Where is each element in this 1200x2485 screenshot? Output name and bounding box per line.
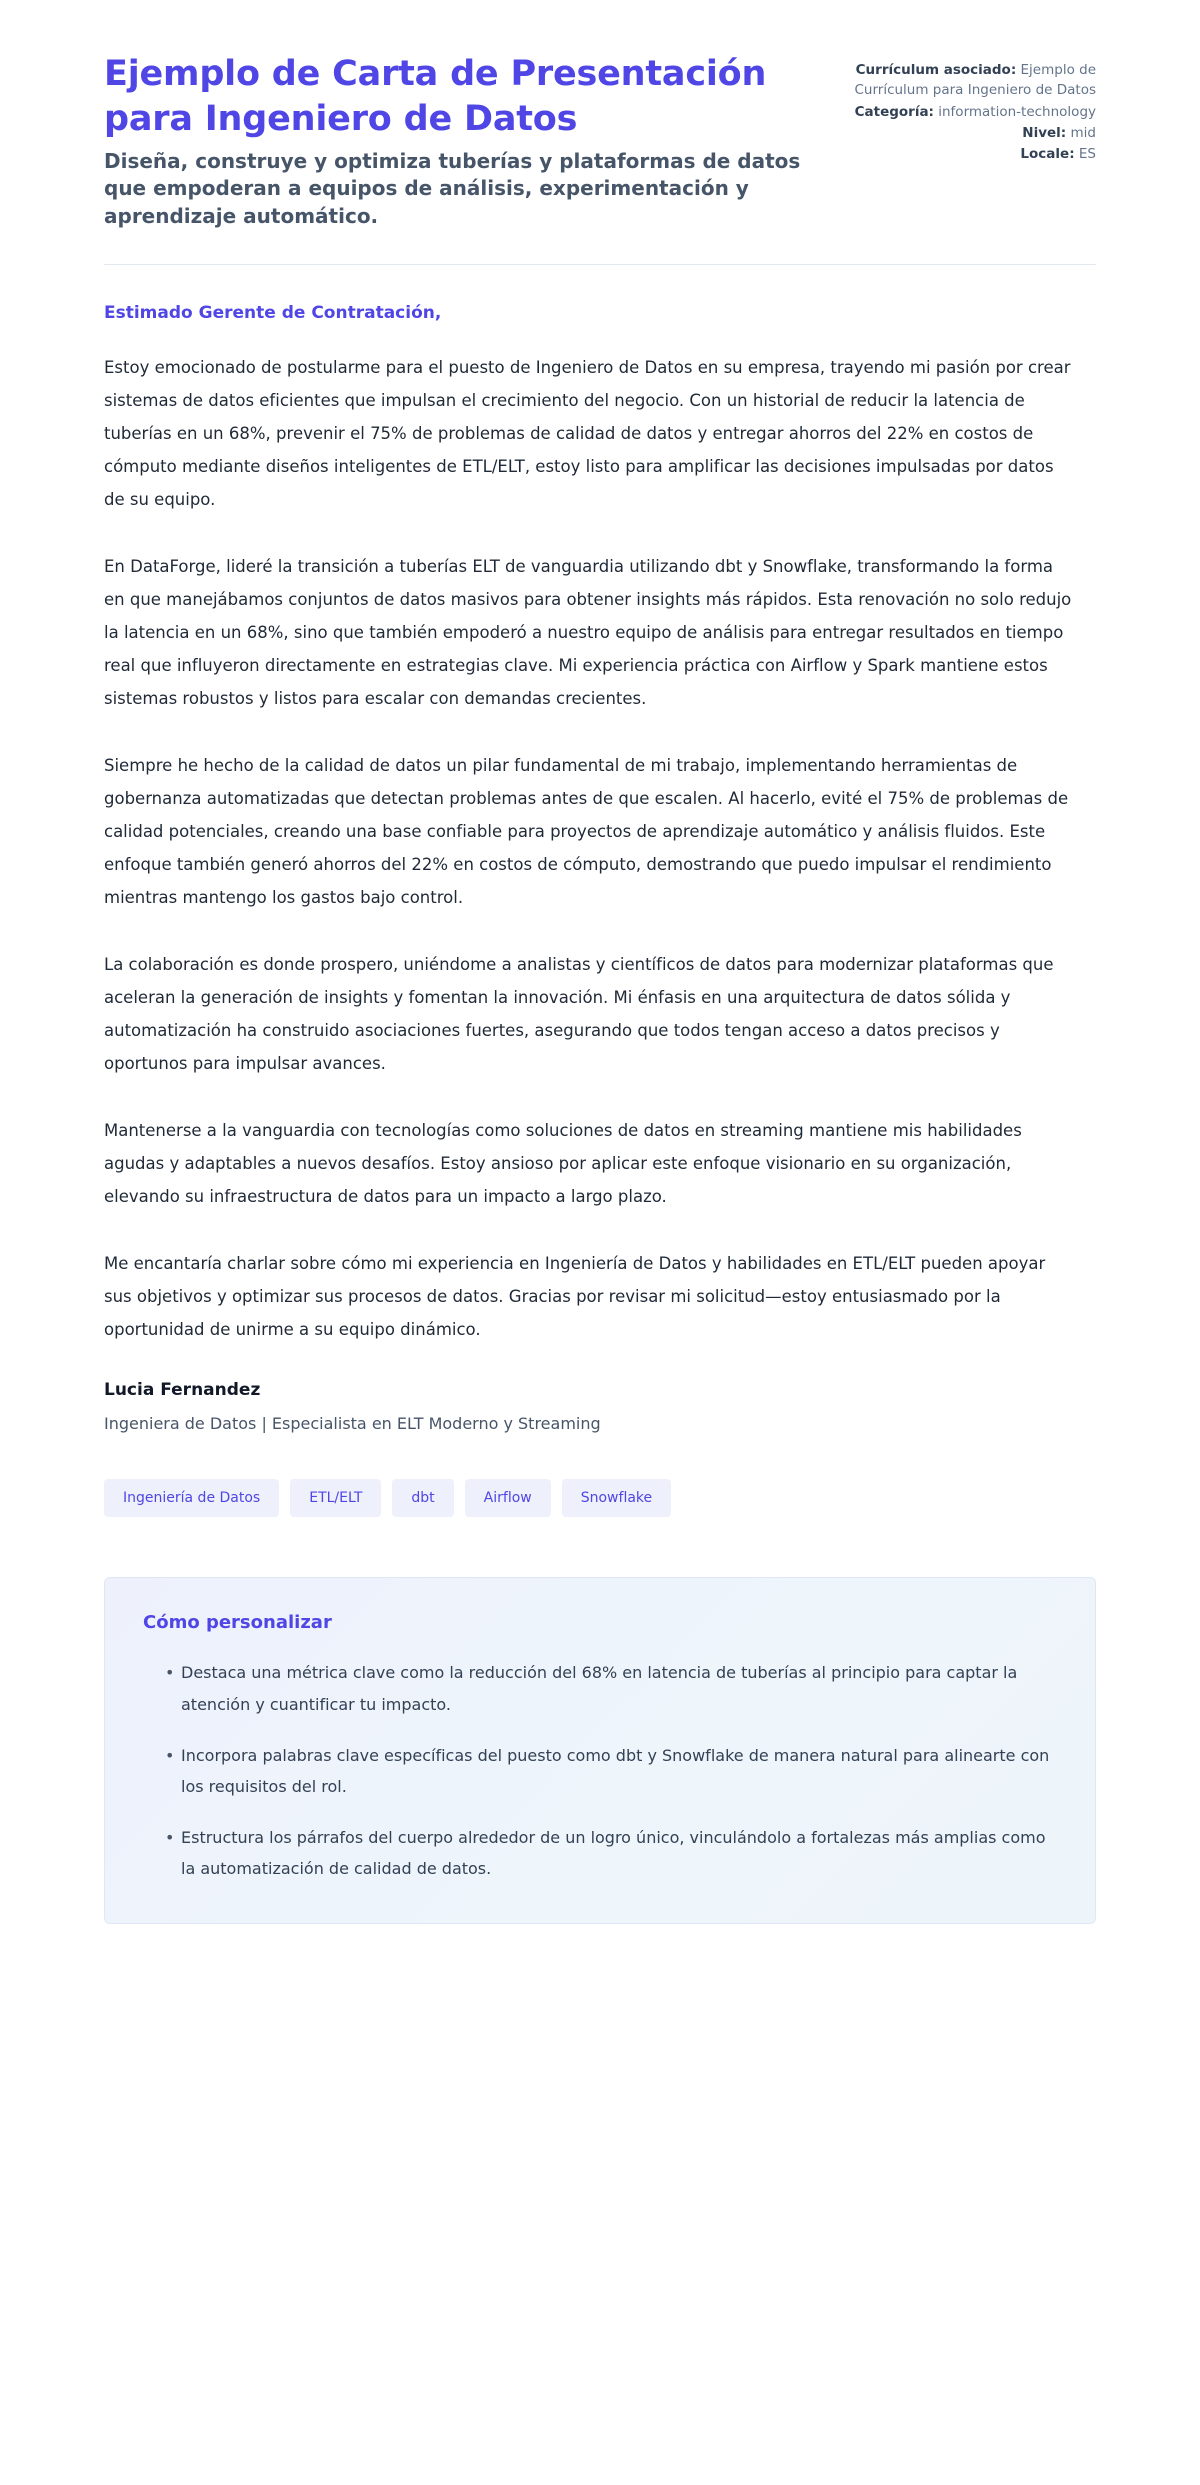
callout-tip-item: • Incorpora palabras clave específicas del puesto como dbt y Snowflake de manera natural para alinearte con los requisitos del rol.: [165, 1740, 1057, 1802]
signature-name: Lucia Fernandez: [104, 1380, 261, 1401]
tag-item[interactable]: Ingeniería de Datos: [104, 1479, 279, 1517]
page-subtitle: Diseña, construye y optimiza tuberías y plataformas de datos que empoderan a equipos de análisis, experimentación y aprendizaje automático.: [104, 148, 801, 228]
letter-paragraph: Siempre he hecho de la calidad de datos un pilar fundamental de mi trabajo, implementando herramientas de gobernanza automatizadas que detectan problemas antes de que escalen. Al hacerlo, evité el 75% de problemas de calidad potenciales, creando una base confiable para proyectos de aprendizaje automático y análisis fluidos. Este enfoque también generó ahorros del 22% en costos de cómputo, demostrando que puedo impulsar el rendimiento mientras mantengo los gastos bajo control.: [104, 756, 1069, 908]
page-title: Ejemplo de Carta de Presentación para Ingeniero de Datos: [104, 54, 767, 139]
meta-locale-value: ES: [1078, 146, 1096, 162]
letter-paragraph: La colaboración es donde prospero, uniéndome a analistas y científicos de datos para modernizar plataformas que aceleran la generación de insights y fomentan la innovación. Mi énfasis en una arquitectura de datos sólida y automatización ha construido asociaciones fuertes, asegurando que todos tengan acceso a datos precisos y oportunos para impulsar avances.: [104, 955, 1054, 1074]
header-title-block: [104, 52, 804, 230]
tag-list: [104, 1479, 1096, 1517]
callout-tip-list: [143, 1657, 1057, 1884]
meta-category-label: Categoría:: [854, 103, 934, 120]
meta-associated-resume-label: Currículum asociado:: [855, 62, 1017, 78]
callout-title: Cómo personalizar: [143, 1612, 332, 1634]
signature-role: Ingeniera de Datos | Especialista en ELT Moderno y Streaming: [104, 1414, 601, 1434]
tag-item[interactable]: dbt: [392, 1479, 453, 1517]
signature-block: [104, 1380, 1096, 1433]
letter-salutation: Estimado Gerente de Contratación,: [104, 303, 442, 324]
callout-tip-item: • Estructura los párrafos del cuerpo alrededor de un logro único, vinculándolo a fortalezas más amplias como la automatización de calidad de datos.: [165, 1822, 1057, 1884]
meta-category-value: information-technology: [938, 103, 1096, 120]
callout-tip-item: • Destaca una métrica clave como la reducción del 68% en latencia de tuberías al principio para captar la atención y cuantificar tu impacto.: [165, 1657, 1057, 1719]
letter-paragraph: Estoy emocionado de postularme para el puesto de Ingeniero de Datos en su empresa, trayendo mi pasión por crear sistemas de datos eficientes que impulsan el crecimiento del negocio. Con un historial de reducir la latencia de tuberías en un 68%, prevenir el 75% de problemas de calidad de datos y entregar ahorros del 22% en costos de cómputo mediante diseños inteligentes de ETL/ELT, estoy listo para amplificar las decisiones impulsadas por datos de su equipo.: [104, 358, 1071, 510]
meta-associated-resume-value: Ejemplo de Currículum para Ingeniero de Datos: [854, 62, 1096, 99]
letter-paragraph: Me encantaría charlar sobre cómo mi experiencia en Ingeniería de Datos y habilidades en ETL/ELT pueden apoyar sus objetivos y optimizar sus procesos de datos. Gracias por revisar mi solicitud—estoy entusiasmado por la oportunidad de unirme a su equipo dinámico.: [104, 1254, 1046, 1340]
meta-level-value: mid: [1070, 124, 1096, 141]
tag-item[interactable]: Airflow: [465, 1479, 551, 1517]
document-metadata: [844, 52, 1096, 165]
letter-paragraph: En DataForge, lideré la transición a tuberías ELT de vanguardia utilizando dbt y Snowflake, transformando la forma en que manejábamos conjuntos de datos masivos para obtener insights más rápidos. Esta renovación no solo redujo la latencia en un 68%, sino que también empoderó a nuestro equipo de análisis para entregar resultados en tiempo real que influyeron directamente en estrategias clave. Mi experiencia práctica con Airflow y Spark mantiene estos sistemas robustos y listos para escalar con demandas crecientes.: [104, 557, 1072, 709]
tag-item[interactable]: ETL/ELT: [290, 1479, 381, 1517]
document-header: [104, 0, 1096, 230]
meta-locale: [844, 144, 1096, 164]
letter-paragraph: Mantenerse a la vanguardia con tecnologías como soluciones de datos en streaming mantiene mis habilidades agudas y adaptables a nuevos desafíos. Estoy ansioso por aplicar este enfoque visionario en su organización, elevando su infraestructura de datos para un impacto a largo plazo.: [104, 1121, 1022, 1207]
meta-level: [844, 123, 1096, 143]
meta-locale-label: Locale:: [1020, 146, 1075, 162]
meta-associated-resume: [844, 60, 1096, 101]
customization-callout: [104, 1577, 1096, 1923]
meta-level-label: Nivel:: [1022, 124, 1067, 141]
cover-letter-body: [104, 265, 1096, 1517]
meta-category: [844, 102, 1096, 122]
tag-item[interactable]: Snowflake: [562, 1479, 671, 1517]
